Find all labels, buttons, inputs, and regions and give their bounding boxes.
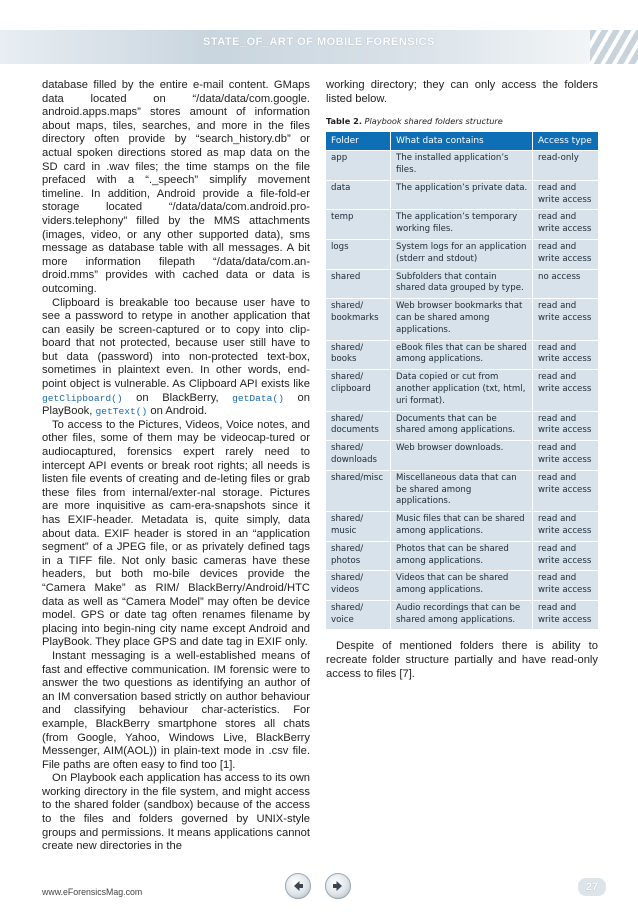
text-run: on BlackBerry, bbox=[122, 391, 233, 404]
paragraph: On Playbook each application has access to its own working directory in the file system, and might access to the shared folder (sandbox) because of the access to the files and folders governed by UNIX-style groups and permissions. It means applications cannot create new directories in the bbox=[42, 772, 310, 853]
cell-folder: shared bbox=[326, 270, 390, 299]
footer-url[interactable]: www.eForensicsMag.com bbox=[42, 887, 143, 897]
arrow-right-icon bbox=[331, 879, 345, 893]
table-row bbox=[326, 240, 598, 269]
table-row bbox=[326, 341, 598, 370]
cell-folder: shared/ photos bbox=[326, 542, 390, 571]
cell-access: read-only bbox=[532, 151, 598, 180]
page-number: 27 bbox=[578, 878, 606, 896]
table-body bbox=[326, 151, 598, 629]
cell-folder: shared/ music bbox=[326, 512, 390, 541]
cell-folder: shared/misc bbox=[326, 471, 390, 511]
paragraph: Despite of mentioned folders there is ability to recreate folder structure partially and have read-only access to files [7]. bbox=[326, 640, 598, 680]
cell-access: read and write access bbox=[532, 370, 598, 410]
page-header bbox=[0, 30, 638, 64]
paragraph: To access to the Pictures, Videos, Voice notes, and other files, some of them may be videocap-tured or audiocaptured, forensics expert rarely need to intercept API events or break root rights; all needs is listen file events of creating and de-leting files or grab these files from internal/exter-nal storage. Pictures are more inquisitive as cam-era-snapshots since it has EXIF-header. Metadata is, quite simply, data about data. EXIF header is stored in an “application segment” of a JPEG file, or as privately defined tags in a TIFF file. Not only basic cameras have these headers, but both mo-bile devices provide the “Camera Make” as RIM/ BlackBerry/Android/HTC data as well as “Camera Model” may often be device model. GPS or date tag often renames filename by placing into begin-ning city name except Android and PlayBook. They place GPS and date tag in EXIF only. bbox=[42, 418, 310, 649]
cell-access: read and write access bbox=[532, 210, 598, 239]
left-column bbox=[42, 79, 310, 854]
cell-contents: Audio recordings that can be shared among applications. bbox=[390, 601, 532, 630]
cell-folder: data bbox=[326, 181, 390, 210]
cell-access: read and write access bbox=[532, 240, 598, 269]
cell-access: read and write access bbox=[532, 441, 598, 470]
arrow-left-icon bbox=[291, 879, 305, 893]
table-row bbox=[326, 512, 598, 541]
cell-access: read and write access bbox=[532, 412, 598, 441]
table-row bbox=[326, 471, 598, 511]
header-contents: What data contains bbox=[390, 132, 532, 150]
cell-contents: Data copied or cut from another application (txt, html, uri format). bbox=[390, 370, 532, 410]
cell-access: read and write access bbox=[532, 512, 598, 541]
cell-access: read and write access bbox=[532, 542, 598, 571]
header-title: STATE_OF_ART OF MOBILE FORENSICS bbox=[203, 36, 435, 48]
cell-contents: The application’s temporary working files. bbox=[390, 210, 532, 239]
cell-folder: logs bbox=[326, 240, 390, 269]
header-access: Access type bbox=[532, 132, 598, 150]
table-row bbox=[326, 412, 598, 441]
cell-folder: shared/ bookmarks bbox=[326, 299, 390, 339]
cell-contents: The application’s private data. bbox=[390, 181, 532, 210]
cell-contents: Videos that can be shared among applications. bbox=[390, 571, 532, 600]
code-getdata: getData() bbox=[232, 392, 284, 404]
cell-contents: Documents that can be shared among applications. bbox=[390, 412, 532, 441]
cell-access: read and write access bbox=[532, 341, 598, 370]
cell-contents: eBook files that can be shared among applications. bbox=[390, 341, 532, 370]
cell-folder: shared/ voice bbox=[326, 601, 390, 630]
cell-folder: shared/ clipboard bbox=[326, 370, 390, 410]
playbook-folders-table bbox=[326, 131, 598, 630]
cell-contents: Music files that can be shared among applications. bbox=[390, 512, 532, 541]
table-header-row bbox=[326, 132, 598, 150]
table-row bbox=[326, 601, 598, 630]
paragraph: working directory; they can only access the folders listed below. bbox=[326, 79, 598, 105]
cell-access: no access bbox=[532, 270, 598, 299]
text-run: Clipboard is breakable too because user have to see a password to retype in another application that can easily be screen-captured or to copy into clip-board that not protected, because user still have to but data (password) into non-protected text-box, sometimes in plaintext even. In other words, end-point object is vulnerable. As Clipboard API exists like bbox=[42, 296, 310, 391]
right-column bbox=[326, 79, 598, 681]
cell-folder: temp bbox=[326, 210, 390, 239]
prev-page-button[interactable] bbox=[285, 873, 311, 899]
next-page-button[interactable] bbox=[325, 873, 351, 899]
table-row bbox=[326, 441, 598, 470]
cell-folder: shared/ videos bbox=[326, 571, 390, 600]
cell-folder: shared/ books bbox=[326, 341, 390, 370]
table-row bbox=[326, 542, 598, 571]
cell-contents: System logs for an application (stderr and stdout) bbox=[390, 240, 532, 269]
table-caption bbox=[326, 116, 598, 126]
table-row bbox=[326, 181, 598, 210]
table-row bbox=[326, 210, 598, 239]
table-caption-label: Table 2. bbox=[326, 116, 362, 127]
cell-access: read and write access bbox=[532, 601, 598, 630]
text-run: on Android. bbox=[147, 405, 208, 418]
cell-contents: Subfolders that contain shared data grouped by type. bbox=[390, 270, 532, 299]
cell-folder: shared/ downloads bbox=[326, 441, 390, 470]
table-row bbox=[326, 370, 598, 410]
table-caption-text: Playbook shared folders structure bbox=[364, 116, 503, 127]
paragraph-clipboard bbox=[42, 297, 310, 419]
table-row bbox=[326, 151, 598, 180]
cell-access: read and write access bbox=[532, 471, 598, 511]
cell-access: read and write access bbox=[532, 181, 598, 210]
cell-contents: Web browser downloads. bbox=[390, 441, 532, 470]
code-gettext: getText() bbox=[95, 406, 148, 418]
paragraph: database filled by the entire e-mail content. GMaps data located on “/data/data/com.google. android.apps.maps” stores amount of information about maps, tiles, searches, and more in the files directory often provide by “search_history.db” or actual spoken directions stored as map data on the SD card in .wav files; the time stamps on the file prefaced with a “._speech” simplify movement timeline. In addition, Android provide a file-fold-er storage located “/data/data/com.android.pro-viders.telephony” filled by the MMS attachments (images, video, or any other supported data), sms message as database table with all messages. A bit more information filepath “/data/data/com.an-droid.mms” provides with cached data or data is outcoming. bbox=[42, 79, 310, 295]
paragraph-wrap bbox=[326, 640, 598, 681]
table-row bbox=[326, 571, 598, 600]
header-folder: Folder bbox=[326, 132, 390, 150]
cell-access: read and write access bbox=[532, 299, 598, 339]
cell-access: read and write access bbox=[532, 571, 598, 600]
cell-folder: shared/ documents bbox=[326, 412, 390, 441]
paragraph: Instant messaging is a well-established means of fast and effective communication. IM forensic were to answer the two questions as identifying an author of an IM conversation based strictly on author behaviour and classifying behaviour char-acteristics. For example, BlackBerry smartphone stores all chats (from Google, Yahoo, Windows Live, BlackBerry Messenger, AIM(AOL)) in plain-text mode in .csv file. File paths are often easy to find too [1]. bbox=[42, 649, 310, 771]
cell-contents: Photos that can be shared among applications. bbox=[390, 542, 532, 571]
cell-contents: Miscellaneous data that can be shared among applications. bbox=[390, 471, 532, 511]
table-row bbox=[326, 299, 598, 339]
code-getclipboard: getClipboard() bbox=[42, 392, 123, 404]
cell-contents: Web browser bookmarks that can be shared among applications. bbox=[390, 299, 532, 339]
text-run: on PlayBook, bbox=[42, 391, 310, 418]
cell-contents: The installed application’s files. bbox=[390, 151, 532, 180]
table-row bbox=[326, 270, 598, 299]
cell-folder: app bbox=[326, 151, 390, 180]
